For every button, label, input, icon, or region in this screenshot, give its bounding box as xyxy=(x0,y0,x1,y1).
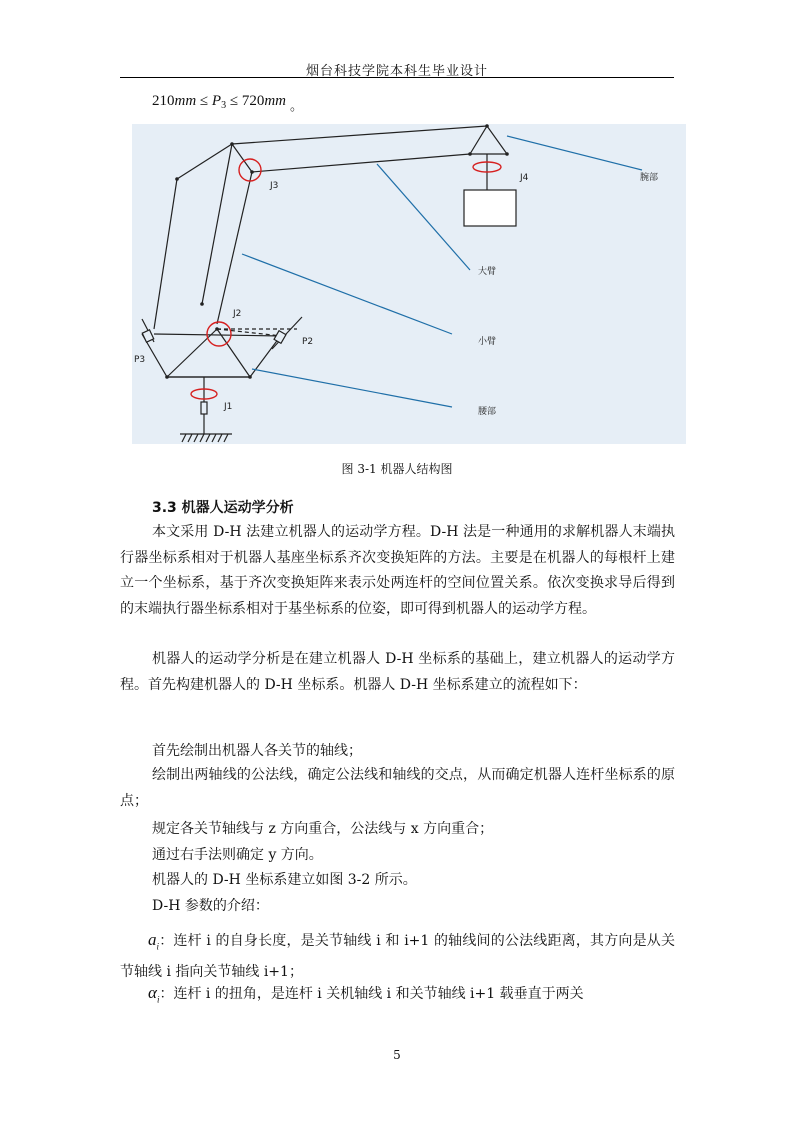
section-title: 3.3 机器人运动学分析 xyxy=(152,500,294,516)
step-2: 绘制出两轴线的公法线，确定公法线和轴线的交点，从而确定机器人连杆坐标系的原点； xyxy=(120,767,675,809)
formula-leq-1: ≤ xyxy=(199,93,209,109)
page-number: 5 xyxy=(393,1048,401,1062)
step-1: 首先绘制出机器人各关节的轴线； xyxy=(152,743,362,759)
formula-unit-left: mm xyxy=(174,93,197,109)
formula-leq-2: ≤ xyxy=(229,93,239,109)
paragraph-1: 本文采用 D-H 法建立机器人的运动学方程。D-H 法是一种通用的求解机器人末端执行器坐标系相对于机器人基座坐标系齐次变换矩阵的方法。主要是在机器人的每根杆上建立一个坐标系，基于齐次变换矩阵来表示处两连杆的空间位置关系。依次变换求导后得到的末端执行器坐标系相对于基坐标系的位姿，即可得到机器人的运动学方程。 xyxy=(120,524,675,617)
label-j2: J2 xyxy=(233,309,242,319)
formula-left: 210 xyxy=(152,93,175,109)
definition-alpha xyxy=(120,980,675,1013)
header-rule xyxy=(120,77,674,78)
formula-unit-right: mm xyxy=(264,93,286,109)
page-header: 烟台科技学院本科生毕业设计 xyxy=(305,64,488,79)
paragraph-2: 机器人的运动学分析是在建立机器人 D-H 坐标系的基础上，建立机器人的运动学方程。首先构建机器人的 D-H 坐标系。机器人 D-H 坐标系建立的流程如下： xyxy=(120,651,675,693)
symbol-alpha: $\alpha_i$ xyxy=(148,983,160,1005)
label-j4: J4 xyxy=(520,173,529,183)
label-small-arm: 小臂 xyxy=(478,337,497,347)
label-p2: P2 xyxy=(302,337,314,347)
step-3: 规定各关节轴线与 z 方向重合，公法线与 x 方向重合； xyxy=(152,821,494,837)
label-p3: P3 xyxy=(134,355,146,365)
label-wrist: 腕部 xyxy=(640,173,659,183)
formula-end: 。 xyxy=(289,98,303,113)
definition-a-text: ：连杆 i 的自身长度，是关节轴线 i 和 i+1 的轴线间的公法线距离，其方向是从关节轴线 i 指向关节轴线 i+1； xyxy=(120,933,675,980)
label-big-arm: 大臂 xyxy=(478,267,497,277)
range-formula xyxy=(152,93,303,114)
label-j1: J1 xyxy=(224,402,233,412)
robot-structure-figure xyxy=(132,124,686,444)
symbol-a: $a_i$ xyxy=(148,930,160,952)
formula-right: 720 xyxy=(241,93,265,109)
end-effector xyxy=(464,190,516,226)
definition-alpha-text: ：连杆 i 的扭角，是连杆 i 关机轴线 i 和关节轴线 i+1 载垂直于两关 xyxy=(159,986,584,1002)
params-intro: D-H 参数的介绍： xyxy=(152,898,269,914)
figure-ref: 机器人的 D-H 坐标系建立如图 3-2 所示。 xyxy=(152,872,417,888)
figure-caption: 图 3-1 机器人结构图 xyxy=(341,462,453,476)
formula-var: P xyxy=(211,93,222,109)
step-4: 通过右手法则确定 y 方向。 xyxy=(152,847,323,863)
label-j3: J3 xyxy=(270,181,279,191)
label-waist: 腰部 xyxy=(478,407,497,417)
formula-sub: 3 xyxy=(221,100,227,111)
definition-a xyxy=(120,927,675,985)
j1-block xyxy=(201,402,207,414)
